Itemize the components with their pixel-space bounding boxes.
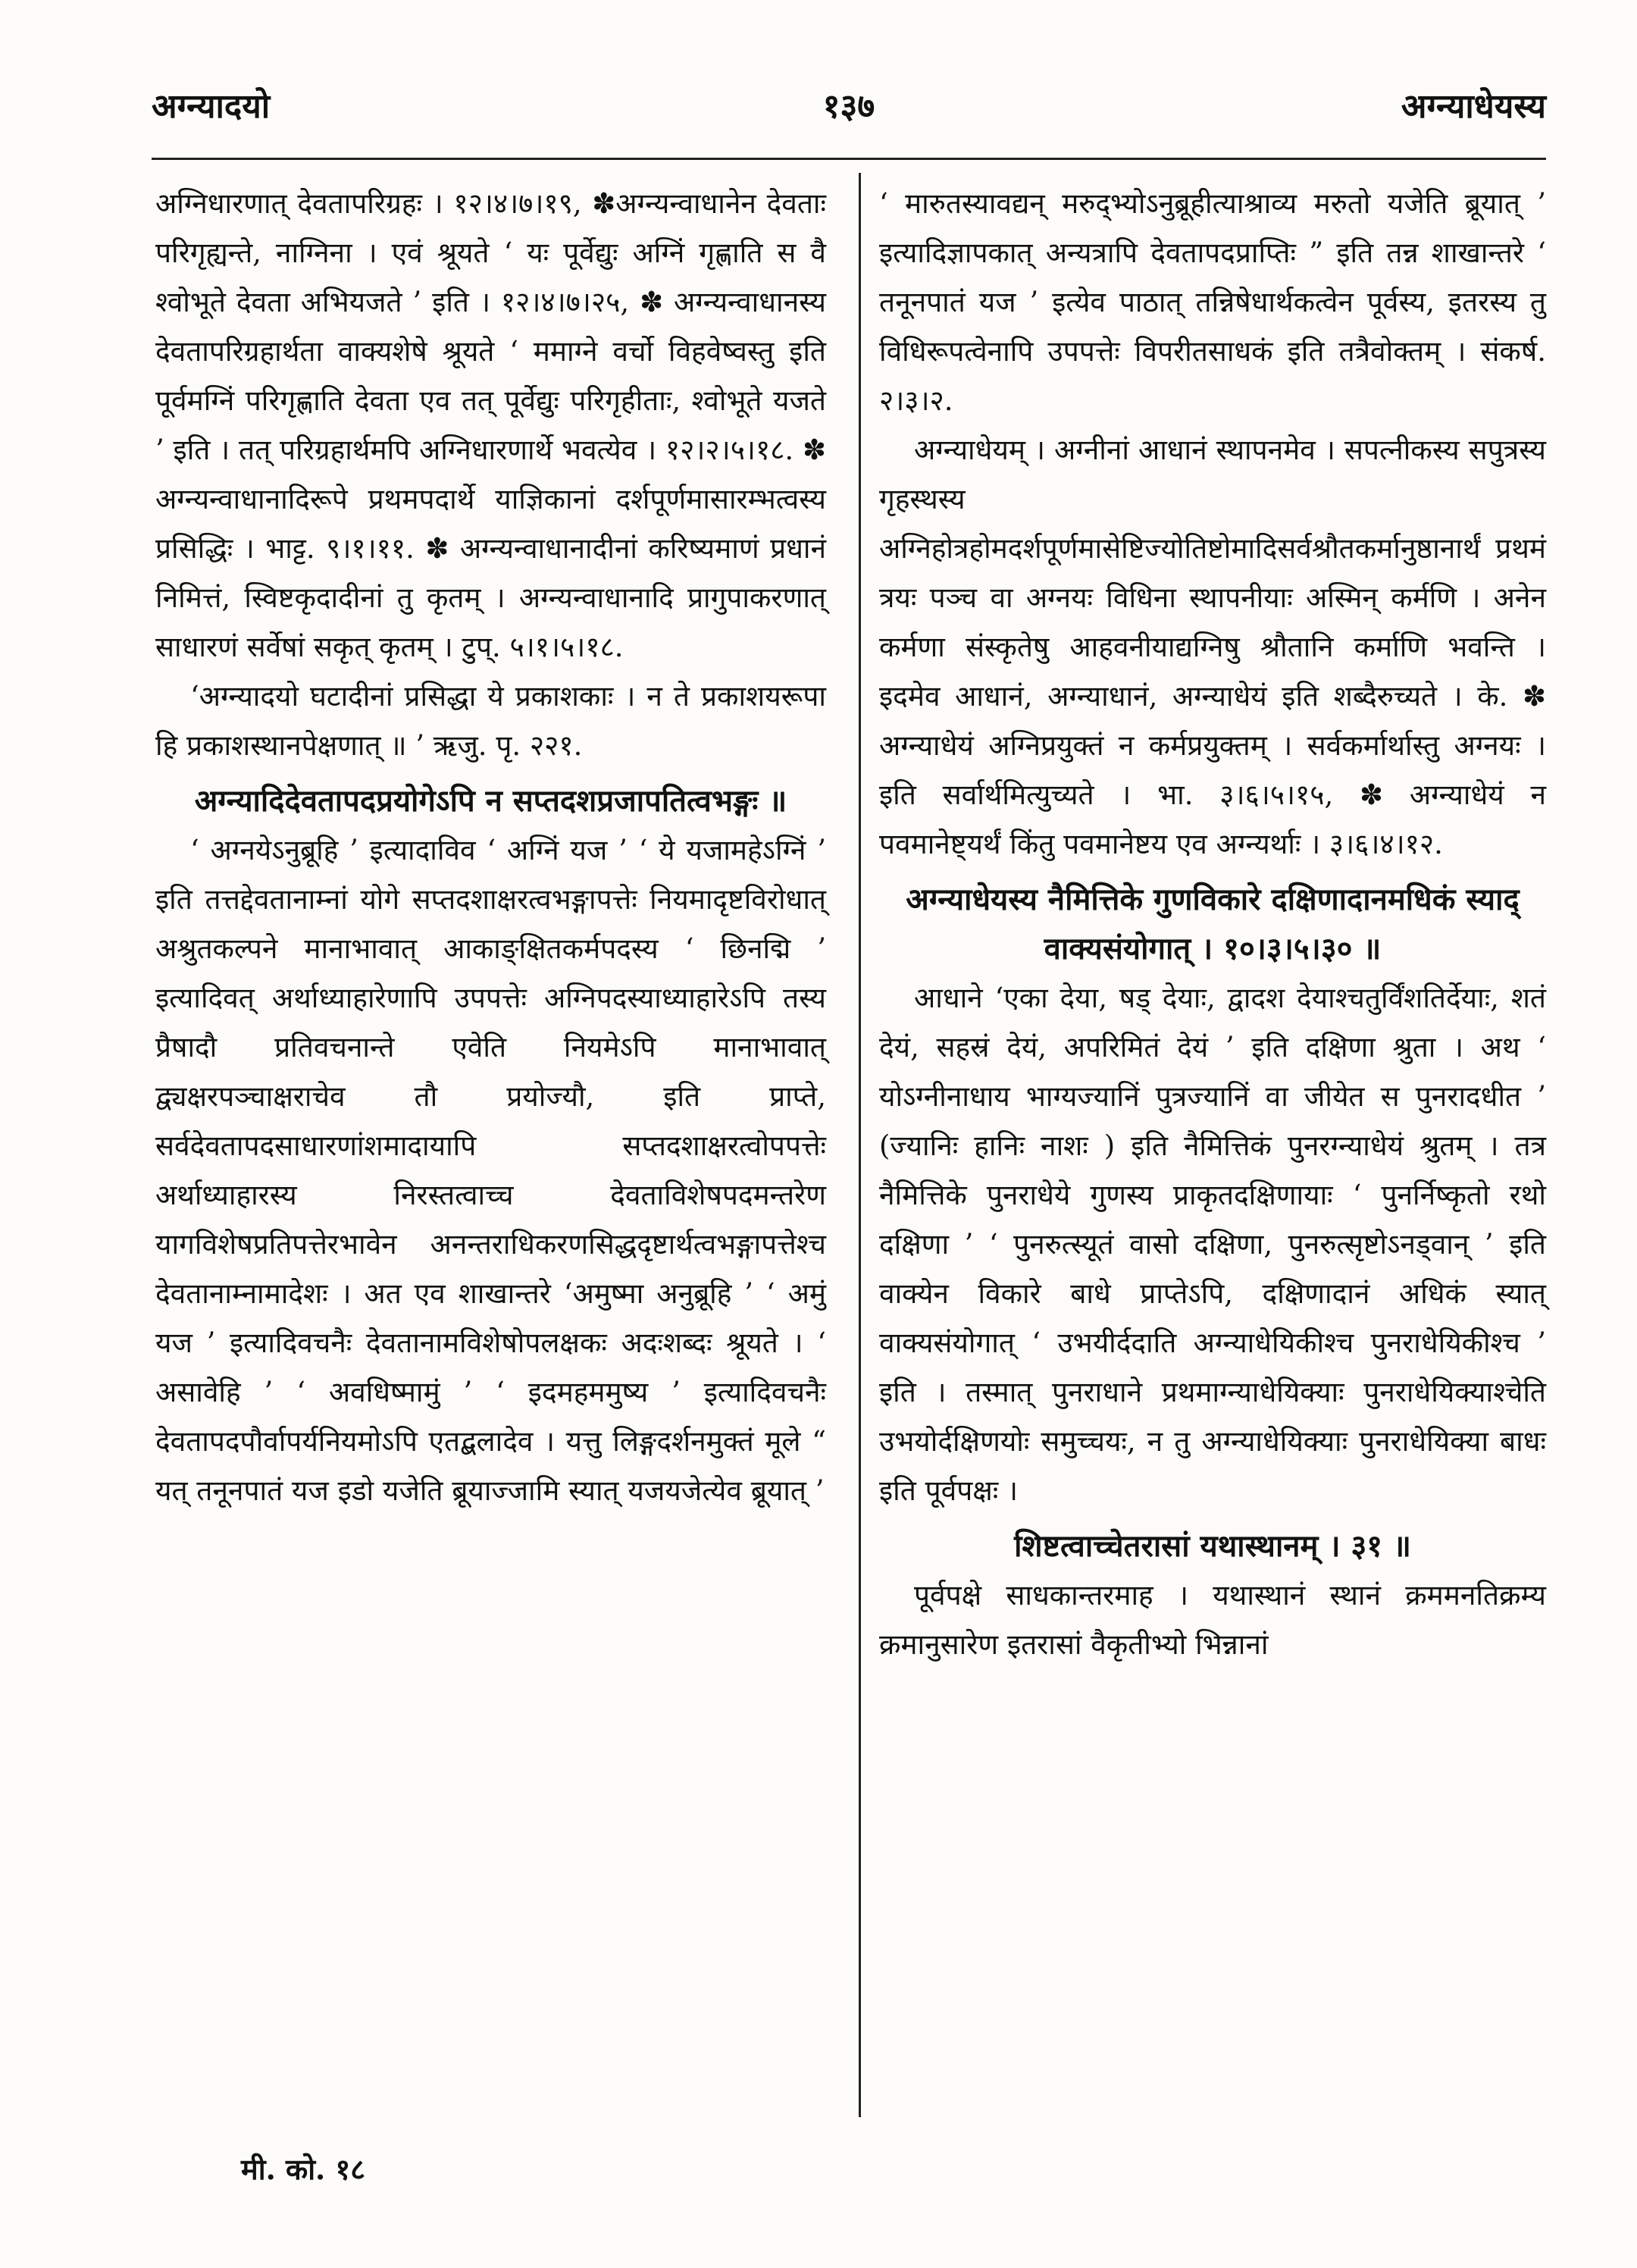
column-divider <box>859 173 861 2117</box>
footer-signature: मी. को. १८ <box>241 2152 366 2186</box>
left-paragraph-1: अग्निधारणात् देवतापरिग्रहः । १२।४।७।१९, ✽अग्न्यन्वाधानेन देवताः परिगृह्यन्ते, नाग्निना । एवं श्रूयते ‘ यः पूर्वेद्युः अग्निं गृह्णाति स वै श्वोभूते देवता अभियजते ’ इति । १२।४।७।२५, ✽ अग्न्यन्वाधानस्य देवतापरिग्रहार्थता वाक्यशेषे श्रूयते ‘ ममाग्ने वर्चो विहवेष्वस्तु इति पूर्वमग्निं परिगृह्णाति देवता एव तत् पूर्वेद्युः परिगृहीताः, श्वोभूते यजते ’ इति । तत् परिग्रहार्थमपि अग्निधारणार्थे भवत्येव । १२।२।५।१८. ✽ अग्न्यन्वाधानादिरूपे प्रथमपदार्थे याज्ञिकानां दर्शपूर्णमासारम्भत्वस्य प्रसिद्धिः । भाट्ट. ९।१।११. ✽ अग्न्यन्वाधानादीनां करिष्यमाणं प्रधानं निमित्तं, स्विष्टकृदादीनां तु कृतम् । अग्न्यन्वाधानादि प्रागुपाकरणात् साधारणं सर्वेषां सकृत् कृतम् । टुप्. ५।१।५।१८. <box>155 187 826 663</box>
right-section-heading-1: अग्न्याधेयस्य नैमित्तिके गुणविकारे दक्षिणादानमधिकं स्याद् वाक्यसंयोगात् । १०।३।५।३० ॥ <box>906 882 1520 966</box>
right-paragraph-3: आधाने ‘एका देया, षड् देयाः, द्वादश देयाश्चतुर्विंशतिर्देयाः, शतं देयं, सहस्रं देयं, अपरिमितं देयं ’ इति दक्षिणा श्रुता । अथ ‘ योऽग्नीनाधाय भाग्यज्यानिं पुत्रज्यानिं वा जीयेत स पुनरादधीत ’ (ज्यानिः हानिः नाशः ) इति नैमित्तिकं पुनरग्न्याधेयं श्रुतम् । तत्र नैमित्तिके पुनराधेये गुणस्य प्राकृतदक्षिणायाः ‘ पुनर्निष्कृतो रथो दक्षिणा ’ ‘ पुनरुत्स्यूतं वासो दक्षिणा, पुनरुत्सृष्टोऽनड्वान् ’ इति वाक्येन विकारे बाधे प्राप्तेऽपि, दक्षिणादानं अधिकं स्यात् वाक्यसंयोगात् ‘ उभयीर्ददाति अग्न्याधेयिकीश्च पुनराधेयिकीश्च ’ इति । तस्मात् पुनराधाने प्रथमाग्न्याधेयिक्याः पुनराधेयिक्याश्चेति उभयोर्दक्षिणयोः समुच्चयः, न तु अग्न्याधेयिक्याः पुनराधेयिक्या बाधः इति पूर्वपक्षः । <box>879 982 1546 1507</box>
left-paragraph-2: ‘अग्न्यादयो घटादीनां प्रसिद्धा ये प्रकाशकाः । न ते प्रकाशयरूपा हि प्रकाशस्थानपेक्षणात् ॥ ’ ऋजु. पृ. २२१. <box>155 680 826 762</box>
right-section-heading-2: शिष्टत्वाच्चेतरासां यथास्थानम् । ३१ ॥ <box>1014 1528 1411 1564</box>
right-paragraph-1: ‘ मारुतस्यावद्यन् मरुद्भ्योऽनुब्रूहीत्याश्राव्य मरुतो यजेति ब्रूयात् ’ इत्यादिज्ञापकात् अन्यत्रापि देवतापदप्राप्तिः ” इति तन्न शाखान्तरे ‘ तनूनपातं यज ’ इत्येव पाठात् तन्निषेधार्थकत्वेन पूर्वस्य, इतरस्य तु विधिरूपत्वेनापि उपपत्तेः विपरीतसाधकं इति तत्रैवोक्तम् । संकर्ष. २।३।२. <box>879 187 1546 417</box>
header-rule <box>152 158 1546 160</box>
left-paragraph-3: ‘ अग्नयेऽनुब्रूहि ’ इत्यादाविव ‘ अग्निं यज ’ ‘ ये यजामहेऽग्निं ’ इति तत्तद्देवतानाम्नां योगे सप्तदशाक्षरत्वभङ्गापत्तेः नियमादृष्टविरोधात् अश्रुतकल्पने मानाभावात् आकाङ्क्षितकर्मपदस्य ‘ छिनद्मि ’ इत्यादिवत् अर्थाध्याहारेणापि उपपत्तेः अग्निपदस्याध्याहारेऽपि तस्य प्रैषादौ प्रतिवचनान्ते एवेति नियमेऽपि मानाभावात् द्व्यक्षरपञ्चाक्षराचेव तौ प्रयोज्यौ, इति प्राप्ते, सर्वदेवतापदसाधारणांशमादायापि सप्तदशाक्षरत्वोपपत्तेः अर्थाध्याहारस्य निरस्तत्वाच्च देवताविशेषपदमन्तरेण यागविशेषप्रतिपत्तेरभावेन अनन्तराधिकरणसिद्धदृष्टार्थत्वभङ्गापत्तेश्च देवतानाम्नामादेशः । अत एव शाखान्तरे ‘अमुष्मा अनुब्रूहि ’ ‘ अमुं यज ’ इत्यादिवचनैः देवतानामविशेषोपलक्षकः अदःशब्दः श्रूयते । ‘ असावेहि ’ ‘ अवधिष्मामुं ’ ‘ इदमहममुष्य ’ इत्यादिवचनैः देवतापदपौर्वापर्यनियमोऽपि एतद्बलादेव । यत्तु लिङ्गदर्शनमुक्तं मूले “ यत् तनूनपातं यज इडो यजेति ब्रूयाज्जामि स्यात् यजयजेत्येव ब्रूयात् ’ <box>155 834 826 1507</box>
right-column <box>879 179 1546 1669</box>
running-head-left: अग्न्यादयो <box>152 87 271 126</box>
left-column <box>155 179 826 1515</box>
right-paragraph-4: पूर्वपक्षे साधकान्तरमाह । यथास्थानं स्थानं क्रममनतिक्रम्य क्रमानुसारेण इतरासां वैकृतीभ्यो भिन्नानां <box>879 1579 1546 1661</box>
page-header <box>152 82 1546 143</box>
running-head-right: अग्न्याधेयस्य <box>1401 87 1546 126</box>
page-number: १३७ <box>822 87 875 126</box>
left-section-heading: अग्न्यादिदेवतापदप्रयोगेऽपि न सप्तदशप्रजापतित्वभङ्गः ॥ <box>194 783 787 819</box>
right-paragraph-2: अग्न्याधेयम् । अग्नीनां आधानं स्थापनमेव । सपत्नीकस्य सपुत्रस्य गृहस्थस्य अग्निहोत्रहोमदर्शपूर्णमासेष्टिज्योतिष्टोमादिसर्वश्रौतकर्मानुष्ठानार्थं प्रथमं त्रयः पञ्च वा अग्नयः विधिना स्थापनीयाः अस्मिन् कर्मणि । अनेन कर्मणा संस्कृतेषु आहवनीयाद्यग्निषु श्रौतानि कर्माणि भवन्ति । इदमेव आधानं, अग्न्याधानं, अग्न्याधेयं इति शब्दैरुच्यते । के. ✽ अग्न्याधेयं अग्निप्रयुक्तं न कर्मप्रयुक्तम् । सर्वकर्मार्थास्तु अग्नयः । इति सर्वार्थमित्युच्यते । भा. ३।६।५।१५, ✽ अग्न्याधेयं न पवमानेष्ट्यर्थं किंतु पवमानेष्टय एव अग्न्यर्थाः । ३।६।४।१२. <box>879 434 1546 860</box>
